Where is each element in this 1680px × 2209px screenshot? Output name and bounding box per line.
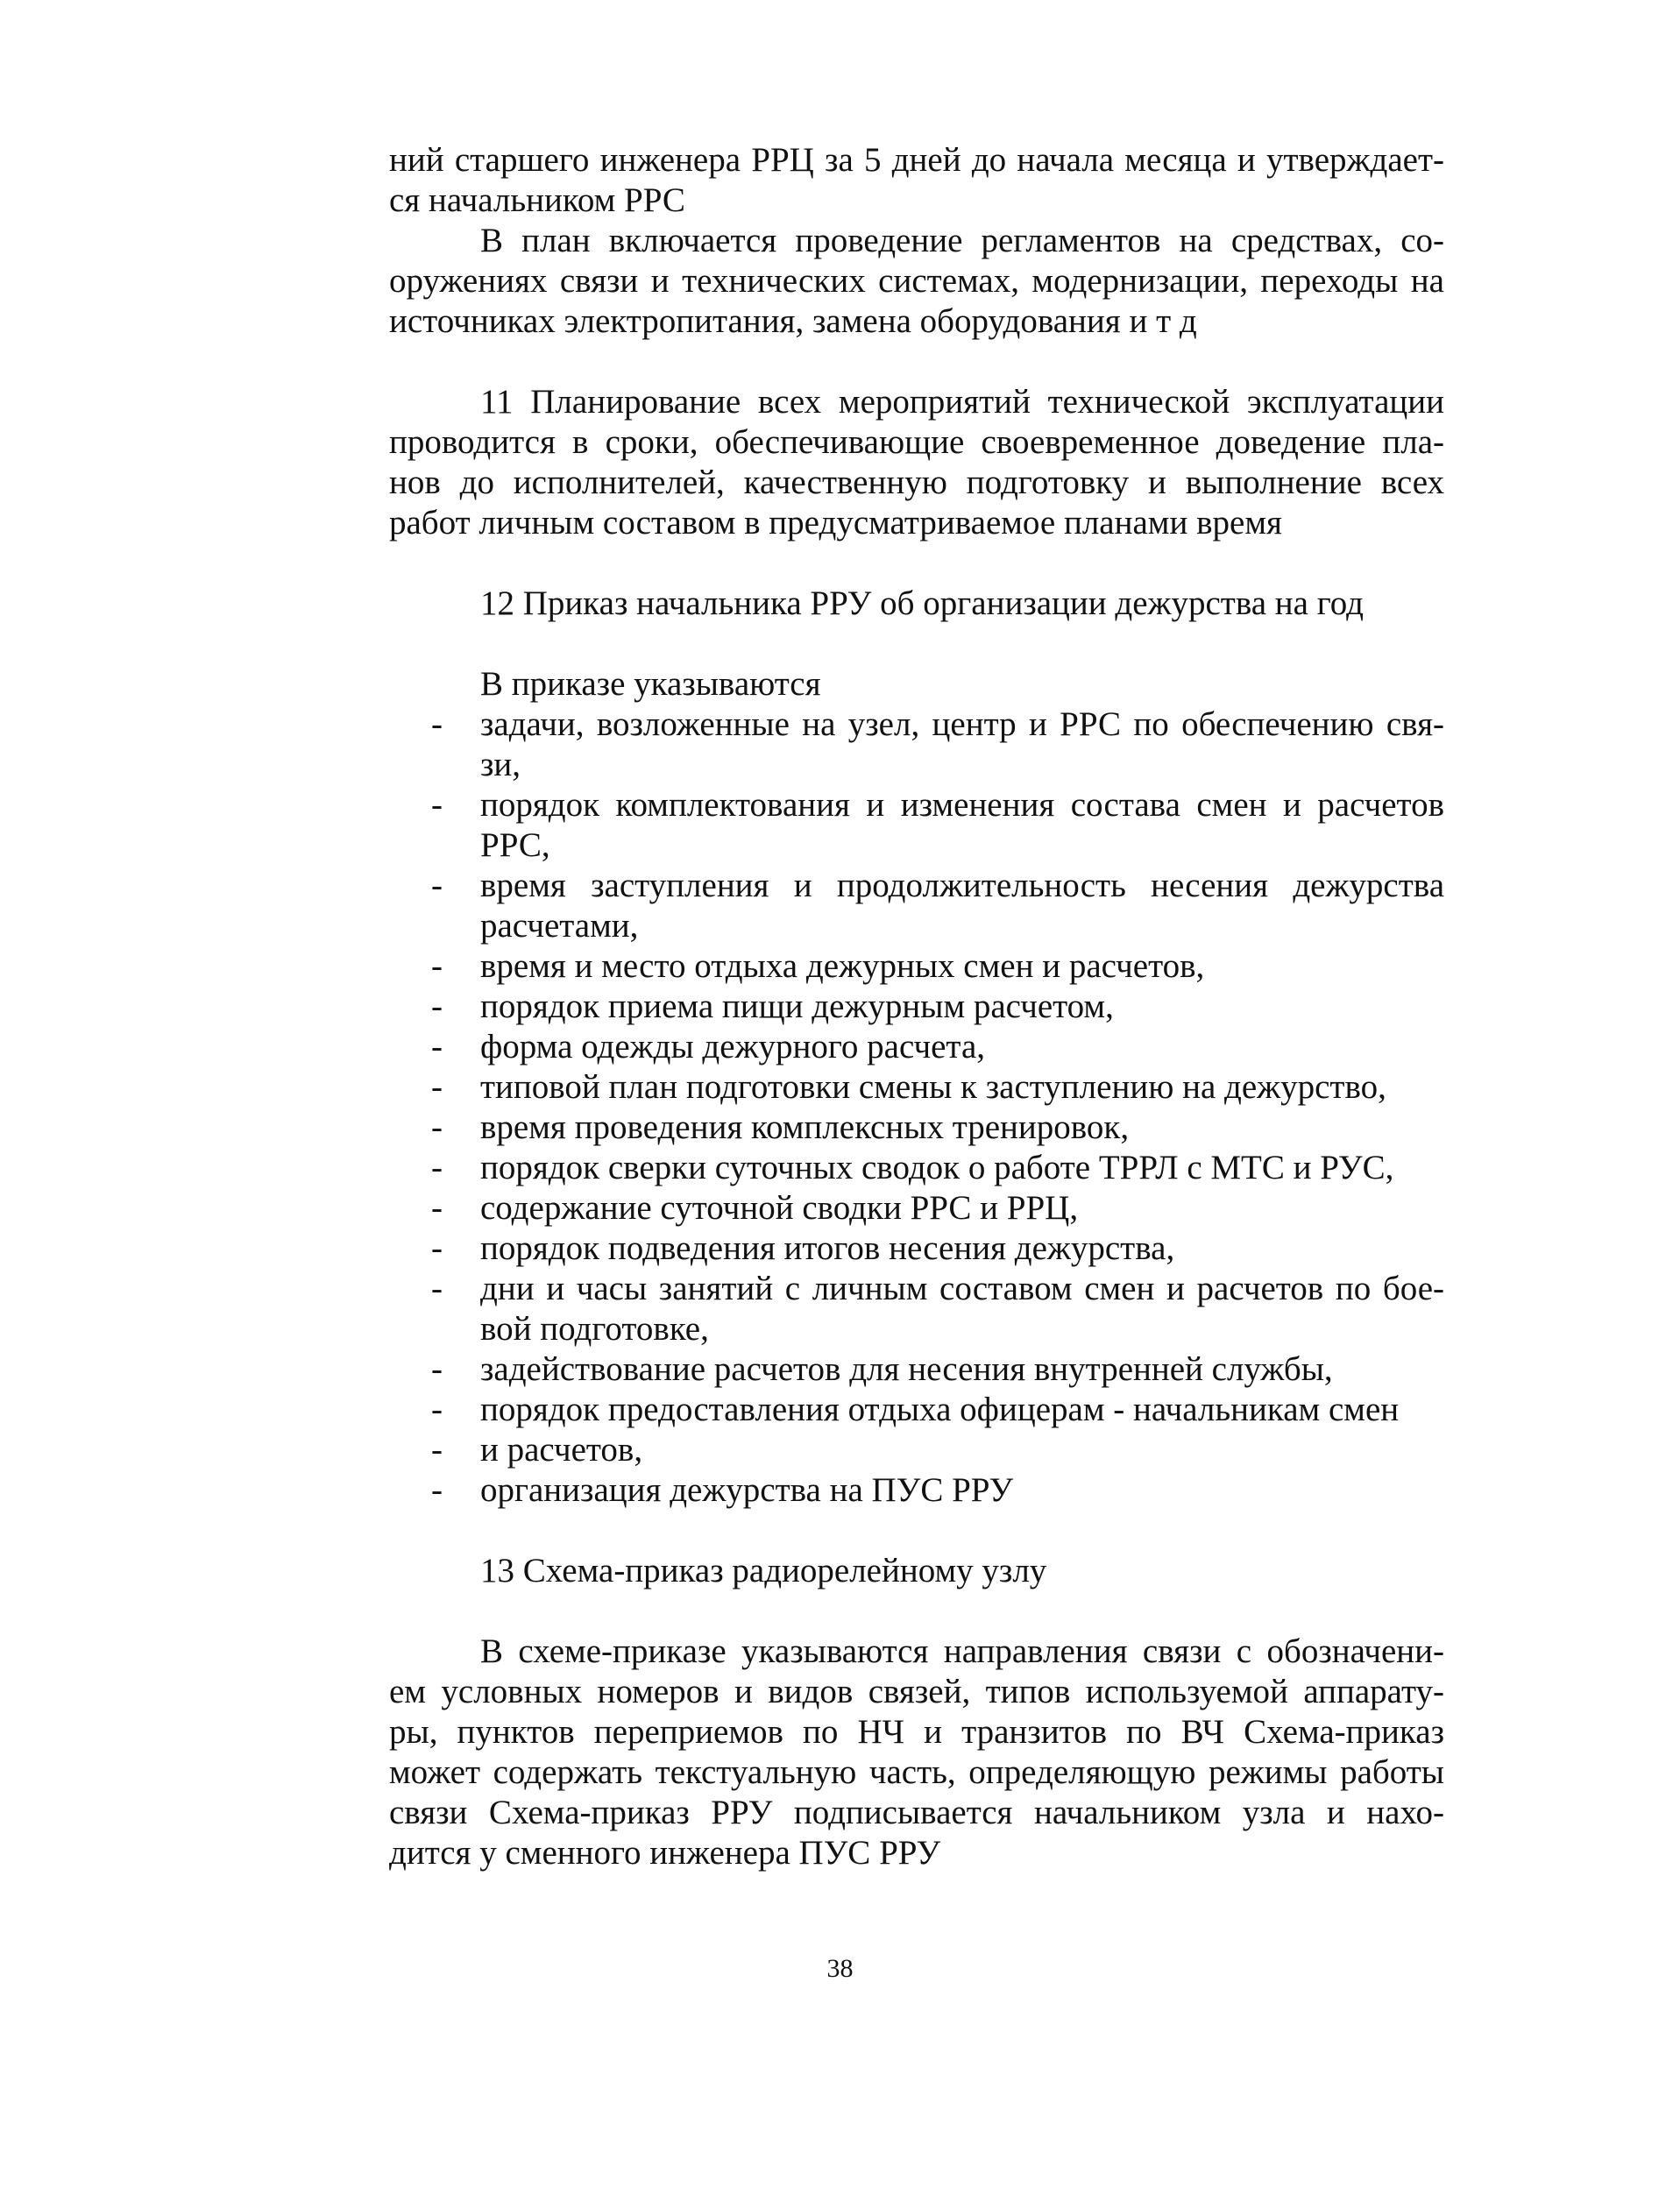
plan-line-3: источниках электропитания, замена оборудования и т д: [389, 302, 1197, 340]
list-item: - время и место отдыха дежурных смен и расчетов,: [389, 946, 1444, 987]
section-12-list: [389, 704, 1444, 1511]
spacer: [389, 543, 1444, 584]
list-item: - порядок комплектования и изменения состава смен и расчетов РРС,: [389, 785, 1444, 866]
section-13-line-4: может содержать текстуальную часть, определяющую режимы работы: [389, 1753, 1444, 1791]
intro-paragraph: [389, 140, 1444, 221]
spacer: [389, 342, 1444, 382]
list-item: - время проведения комплексных тренировок,: [389, 1108, 1444, 1148]
list-item: - содержание суточной сводки РРС и РРЦ,: [389, 1188, 1444, 1228]
intro-line-1: ний старшего инженера РРЦ за 5 дней до начала месяца и утверждает-: [389, 141, 1444, 179]
list-item: - время заступления и продолжительность несения дежурства расчетами,: [389, 866, 1444, 946]
list-item: - порядок предоставления отдыха офицерам - начальникам смен: [389, 1390, 1444, 1430]
section-12-heading: 12 Приказ начальника РРУ об организации дежурства на год: [480, 584, 1364, 622]
page-number: 38: [826, 1954, 854, 1983]
plan-line-1: В план включается проведение регламентов на средствах, со-: [480, 222, 1444, 259]
list-item: - организация дежурства на ПУС РРУ: [389, 1470, 1444, 1511]
section-11-line-4: работ личным составом в предусматриваемое планами время: [389, 504, 1282, 542]
section-11-line-2: проводится в сроки, обеспечивающие своевременное доведение пла-: [389, 423, 1444, 461]
section-13-heading: 13 Схема-приказ радиорелейному узлу: [480, 1552, 1047, 1589]
spacer: [389, 1591, 1444, 1632]
spacer: [389, 1511, 1444, 1551]
list-item: - дни и часы занятий с личным составом смен и расчетов по бое-вой подготовке,: [389, 1269, 1444, 1349]
list-item: - форма одежды дежурного расчета,: [389, 1027, 1444, 1067]
document-page: [389, 140, 1444, 1873]
list-item: - порядок сверки суточных сводок о работе ТРРЛ с МТС и РУС,: [389, 1148, 1444, 1188]
section-13-line-1: В схеме-приказе указываются направления связи с обозначени-: [480, 1632, 1444, 1670]
plan-paragraph: [389, 221, 1444, 342]
section-11-line-3: нов до исполнителей, качественную подготовку и выполнение всех: [389, 464, 1444, 501]
list-item: - задачи, возложенные на узел, центр и РРС по обеспечению свя-зи,: [389, 704, 1444, 785]
section-13-line-2: ем условных номеров и видов связей, типов используемой аппарату-: [389, 1673, 1444, 1710]
section-13-line-5: связи Схема-приказ РРУ подписывается начальником узла и нахо-: [389, 1794, 1444, 1831]
intro-line-2: ся начальником РРС: [389, 181, 685, 219]
list-item: - задействование расчетов для несения внутренней службы,: [389, 1349, 1444, 1390]
list-item: - и расчетов,: [389, 1430, 1444, 1470]
list-item: - типовой план подготовки смены к заступлению на дежурство,: [389, 1067, 1444, 1108]
list-item: - порядок приема пищи дежурным расчетом,: [389, 987, 1444, 1027]
section-11-line-1: 11 Планирование всех мероприятий технической эксплуатации: [480, 383, 1444, 421]
list-item: - порядок подведения итогов несения дежурства,: [389, 1228, 1444, 1269]
section-13-paragraph: [389, 1632, 1444, 1873]
section-11-paragraph: [389, 382, 1444, 543]
section-13-line-6: дится у сменного инженера ПУС РРУ: [389, 1834, 941, 1872]
plan-line-2: оружениях связи и технических системах, модернизации, переходы на: [389, 262, 1444, 300]
spacer: [389, 624, 1444, 664]
section-12-list-intro: В приказе указываются: [480, 665, 821, 703]
section-13-line-3: ры, пунктов переприемов по НЧ и транзитов по ВЧ Схема-приказ: [389, 1713, 1444, 1751]
